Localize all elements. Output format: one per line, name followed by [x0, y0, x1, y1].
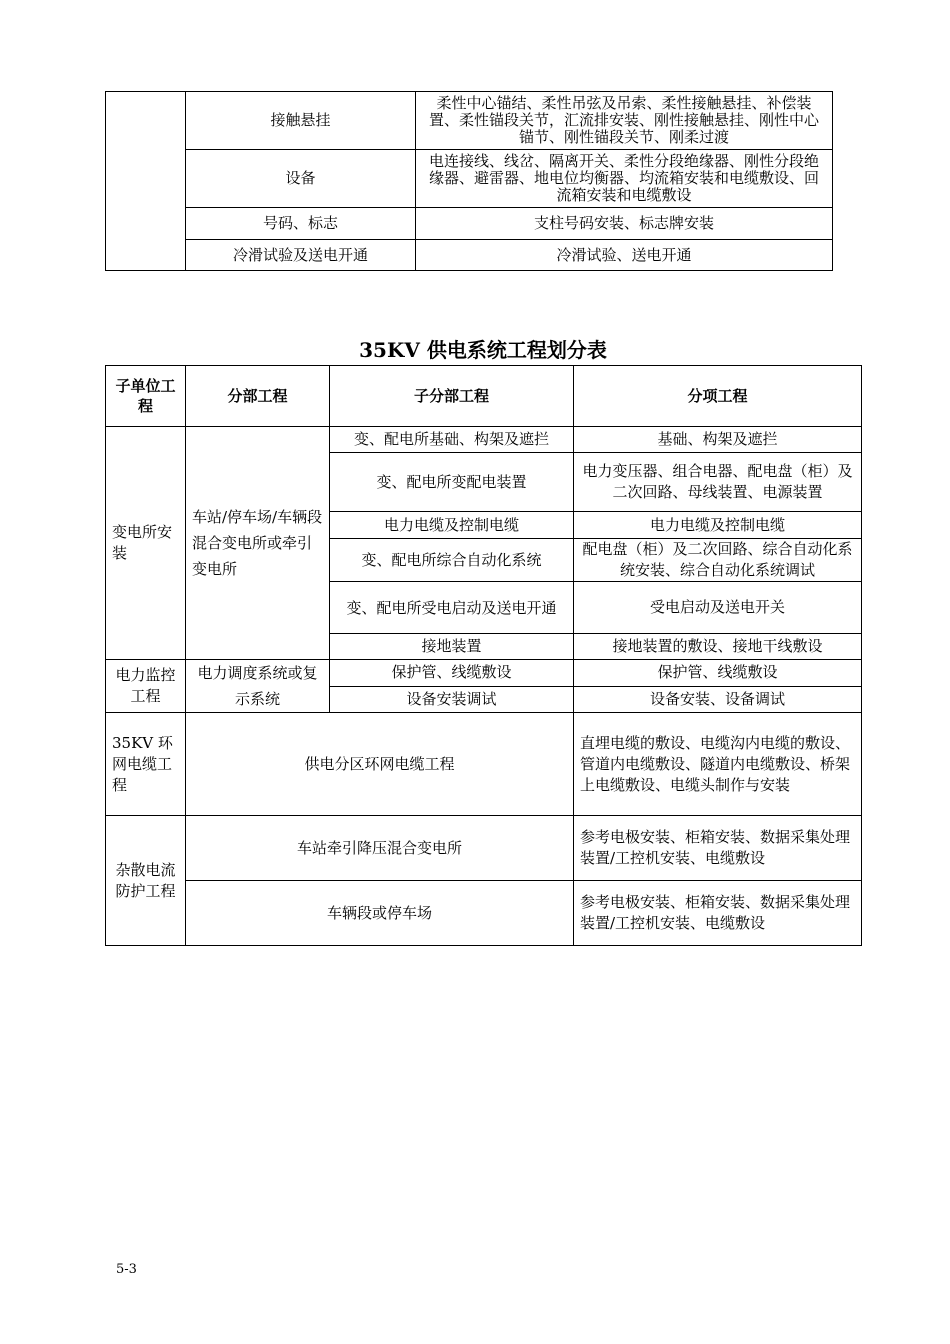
table-row: [106, 660, 862, 687]
header-item: 分项工程: [574, 366, 862, 427]
page-title: 35KV 供电系统工程划分表: [359, 338, 607, 362]
empty-unit-cell: [106, 92, 186, 271]
table-row: [106, 427, 862, 453]
unit-cell: 35KV 环网电缆工程: [106, 713, 186, 816]
item-cell: 受电启动及送电开关: [574, 582, 862, 634]
item-cell: 接地装置的敷设、接地干线敷设: [574, 634, 862, 660]
division-cell: 车站牵引降压混合变电所: [186, 816, 574, 881]
division-cell: 接触悬挂: [186, 92, 416, 150]
table-row: [106, 713, 862, 816]
subdivision-cell: 设备安装调试: [330, 686, 574, 713]
item-cell: 电力电缆及控制电缆: [574, 512, 862, 539]
table-row: [106, 816, 862, 881]
table-row: [106, 240, 833, 271]
unit-cell: 变电所安装: [106, 427, 186, 660]
page-number: 5-3: [116, 1262, 137, 1277]
subdivision-cell: 变、配电所综合自动化系统: [330, 539, 574, 582]
items-cell: 电连接线、线岔、隔离开关、柔性分段绝缘器、刚性分段绝缘器、避雷器、地电位均衡器、均流箱安装和电缆敷设、回流箱安装和电缆敷设: [416, 150, 833, 208]
unit-cell: 电力监控工程: [106, 660, 186, 713]
items-cell: 支柱号码安装、标志牌安装: [416, 208, 833, 240]
table-row: [106, 92, 833, 150]
item-cell: 直埋电缆的敷设、电缆沟内电缆的敷设、管道内电缆敷设、隧道内电缆敷设、桥架上电缆敷设、电缆头制作与安装: [574, 713, 862, 816]
item-cell: 基础、构架及遮拦: [574, 427, 862, 453]
division-cell: 供电分区环网电缆工程: [186, 713, 574, 816]
continuation-table: [105, 91, 833, 271]
division-cell: 电力调度系统或复示系统: [186, 660, 330, 713]
items-cell: 冷滑试验、送电开通: [416, 240, 833, 271]
item-cell: 配电盘（柜）及二次回路、综合自动化系统安装、综合自动化系统调试: [574, 539, 862, 582]
subdivision-cell: 变、配电所基础、构架及遮拦: [330, 427, 574, 453]
subdivision-cell: 变、配电所受电启动及送电开通: [330, 582, 574, 634]
item-cell: 保护管、线缆敷设: [574, 660, 862, 687]
item-cell: 参考电极安装、柜箱安装、数据采集处理装置/工控机安装、电缆敷设: [574, 816, 862, 881]
unit-cell: 杂散电流防护工程: [106, 816, 186, 946]
division-cell: 设备: [186, 150, 416, 208]
header-subdivision: 子分部工程: [330, 366, 574, 427]
items-cell: 柔性中心锚结、柔性吊弦及吊索、柔性接触悬挂、补偿装置、柔性锚段关节，汇流排安装、刚性接触悬挂、刚性中心锚节、刚性锚段关节、刚柔过渡: [416, 92, 833, 150]
table-row: [106, 208, 833, 240]
subdivision-cell: 变、配电所变配电装置: [330, 453, 574, 512]
header-division: 分部工程: [186, 366, 330, 427]
subdivision-cell: 接地装置: [330, 634, 574, 660]
division-cell: 车站/停车场/车辆段混合变电所或牵引变电所: [186, 427, 330, 660]
header-unit: 子单位工程: [106, 366, 186, 427]
subdivision-cell: 电力电缆及控制电缆: [330, 512, 574, 539]
header-row: [106, 366, 862, 427]
table-row: [106, 150, 833, 208]
subdivision-cell: 保护管、线缆敷设: [330, 660, 574, 687]
table-row: [106, 881, 862, 946]
division-cell: 车辆段或停车场: [186, 881, 574, 946]
item-cell: 参考电极安装、柜箱安装、数据采集处理装置/工控机安装、电缆敷设: [574, 881, 862, 946]
division-cell: 号码、标志: [186, 208, 416, 240]
item-cell: 设备安装、设备调试: [574, 686, 862, 713]
division-table: [105, 365, 862, 946]
division-cell: 冷滑试验及送电开通: [186, 240, 416, 271]
item-cell: 电力变压器、组合电器、配电盘（柜）及二次回路、母线装置、电源装置: [574, 453, 862, 512]
